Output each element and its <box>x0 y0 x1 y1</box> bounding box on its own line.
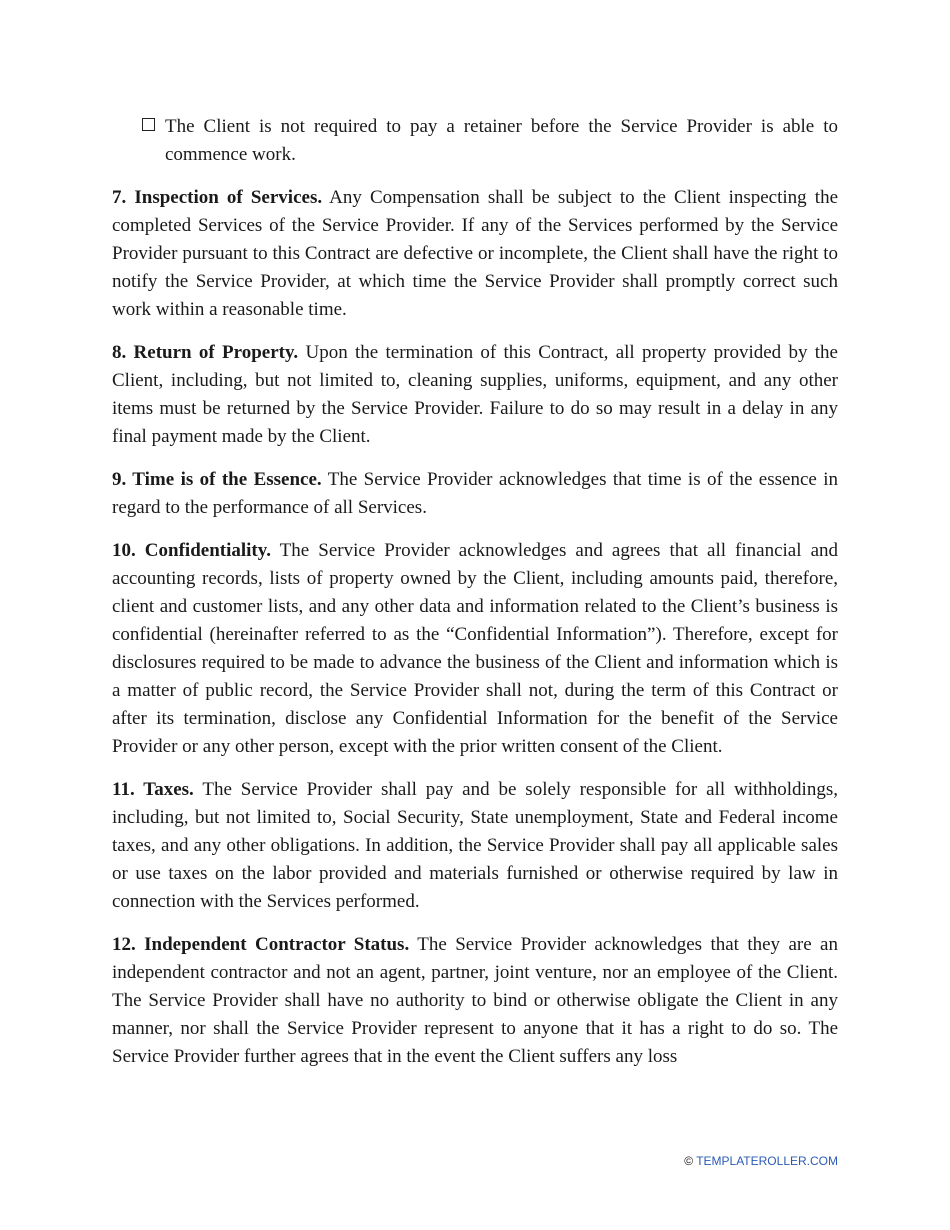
retainer-option <box>142 113 838 169</box>
clause-heading: 12. Independent Contractor Status. <box>112 934 410 955</box>
clause-heading: 8. Return of Property. <box>112 342 299 363</box>
clause-time-of-essence <box>112 466 838 522</box>
clause-body: The Service Provider acknowledges and agrees that all financial and accounting records, lists of property owned by the Client, including amounts paid, therefore, client and customer lists, and any other data and information related to the Client’s business is confidential (hereinafter referred to as the “Confidential Information”). Therefore, except for disclosures required to be made to advance the business of the Client and information which is a matter of public record, the Service Provider shall not, during the term of this Contract or after its termination, disclose any Confidential Information for the benefit of the Service Provider or any other person, except with the prior written consent of the Client. <box>112 540 838 757</box>
clause-heading: 10. Confidentiality. <box>112 540 271 561</box>
clause-heading: 11. Taxes. <box>112 779 194 800</box>
footer-credit <box>684 1154 838 1168</box>
clause-heading: 7. Inspection of Services. <box>112 187 323 208</box>
clause-body: The Service Provider acknowledges that time is of the essence in regard to the performance of all Services. <box>112 469 838 518</box>
copyright-icon: © <box>684 1154 694 1168</box>
document-page <box>112 113 838 1071</box>
clause-body: Any Compensation shall be subject to the Client inspecting the completed Services of the Service Provider. If any of the Services performed by the Service Provider pursuant to this Contract are defective or incomplete, the Client shall have the right to notify the Service Provider, at which time the Service Provider shall promptly correct such work within a reasonable time. <box>112 187 838 320</box>
retainer-option-label: The Client is not required to pay a retainer before the Service Provider is able to commence work. <box>165 116 838 165</box>
clause-confidentiality <box>112 537 838 761</box>
clause-body: The Service Provider shall pay and be solely responsible for all withholdings, including, but not limited to, Social Security, State unemployment, State and Federal income taxes, and any other obligations. In addition, the Service Provider shall pay all applicable sales or use taxes on the labor provided and materials furnished or otherwise required by law in connection with the Services performed. <box>112 779 838 912</box>
clause-body: Upon the termination of this Contract, all property provided by the Client, including, but not limited to, cleaning supplies, uniforms, equipment, and any other items must be returned by the Service Provider. Failure to do so may result in a delay in any final payment made by the Client. <box>112 342 838 447</box>
clause-body: The Service Provider acknowledges that they are an independent contractor and not an agent, partner, joint venture, nor an employee of the Client. The Service Provider shall have no authority to bind or otherwise obligate the Client in any manner, nor shall the Service Provider represent to anyone that it has a right to do so. The Service Provider further agrees that in the event the Client suffers any loss <box>112 934 838 1067</box>
clause-taxes <box>112 776 838 916</box>
clause-return-of-property <box>112 339 838 451</box>
clause-inspection-of-services <box>112 184 838 324</box>
checkbox-icon[interactable] <box>142 118 155 131</box>
templateroller-link[interactable]: TEMPLATEROLLER.COM <box>696 1154 838 1168</box>
clause-heading: 9. Time is of the Essence. <box>112 469 322 490</box>
clause-independent-contractor <box>112 931 838 1071</box>
